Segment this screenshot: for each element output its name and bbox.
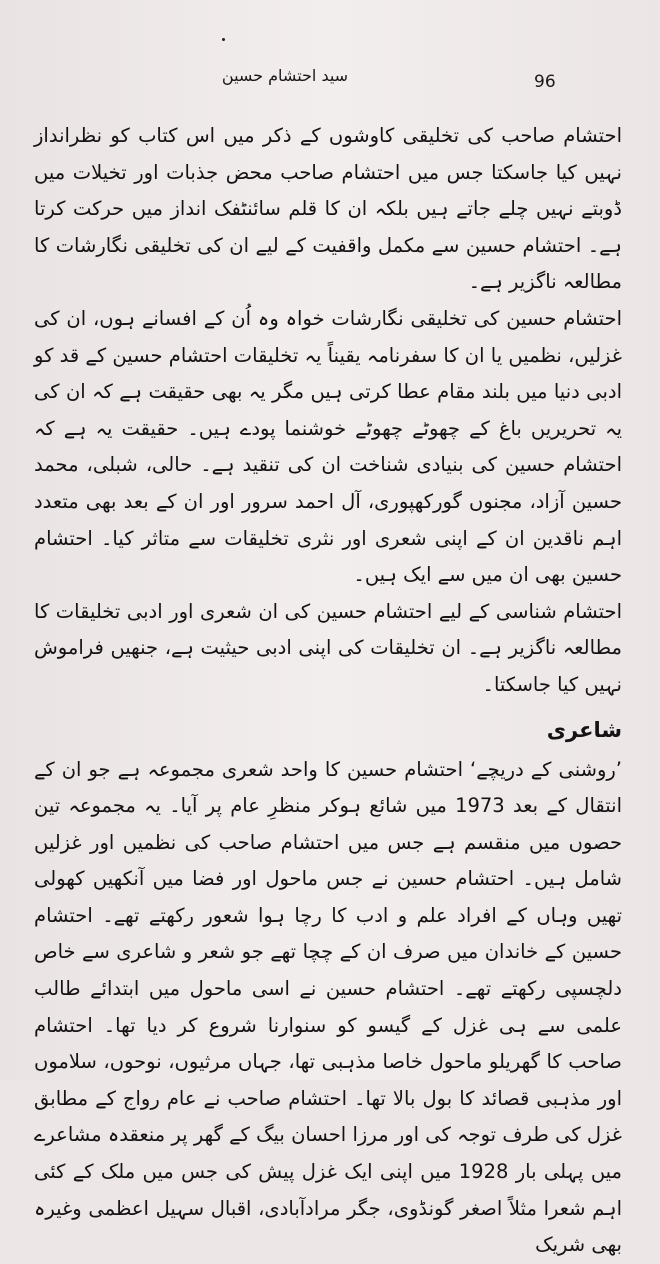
page-body [34,118,622,1264]
page-number: 96 [534,72,556,92]
section-heading-poetry: شاعری [546,717,622,742]
paragraph-2: احتشام حسین کی تخلیقی نگارشات خواہ وہ اُن کے افسانے ہوں، ان کی غزلیں، نظمیں یا ان کا سفرنامہ یقیناً یہ تخلیقات احتشام حسین کے قد کو ادبی دنیا میں بلند مقام عطا کرتی ہیں مگر یہ بھی حقیقت ہے کہ ان کی یہ تحریریں باغ کے چھوٹے چھوٹے خوشنما پودے ہیں۔ حقیقت یہ ہے کہ احتشام حسین کی بنیادی شناخت ان کی تنقید ہے۔ حالی، شبلی، محمد حسین آزاد، مجنوں گورکھپوری، آل احمد سرور اور ان کے بعد بھی متعدد اہم ناقدین ان کے اپنی شعری اور نثری تخلیقات سے متاثر کیا۔ احتشام حسین بھی ان میں سے ایک ہیں۔ [34,306,622,587]
running-header-title: سید احتشام حسین [221,66,349,85]
paragraph-3: احتشام شناسی کے لیے احتشام حسین کی ان شعری اور ادبی تخلیقات کا مطالعہ ناگزیر ہے۔ ان تخلیقات کی اپنی ادبی حیثیت ہے، جنھیں فراموش نہیں کیا جاسکتا۔ [34,599,622,696]
paragraph-1: احتشام صاحب کی تخلیقی کاوشوں کے ذکر میں اس کتاب کو نظرانداز نہیں کیا جاسکتا جس میں احتشام صاحب محض جذبات اور تخیلات میں ڈوبتے نہیں چلے جاتے ہیں بلکہ ان کا قلم سائنٹفک انداز میں حرکت کرتا ہے۔ احتشام حسین سے مکمل واقفیت کے لیے ان کی تخلیقی نگارشات کا مطالعہ ناگزیر ہے۔ [34,124,622,294]
section-paragraph-1: ’روشنی کے دریچے‘ احتشام حسین کا واحد شعری مجموعہ ہے جو ان کے انتقال کے بعد 1973 میں شائع ہوکر منظرِ عام پر آیا۔ یہ مجموعہ تین حصوں میں منقسم ہے جس میں احتشام صاحب کی نظمیں اور غزلیں شامل ہیں۔ احتشام حسین نے جس ماحول اور فضا میں آنکھیں کھولی تھیں وہاں کے افراد علم و ادب کا رچا ہوا شعور رکھتے تھے۔ احتشام حسین کے خاندان میں صرف ان کے چچا تھے جو شعر و شاعری سے خاص دلچسپی رکھتے تھے۔ احتشام حسین نے اسی ماحول میں ابتدائے طالب علمی سے ہی غزل کے گیسو کو سنوارنا شروع کر دیا تھا۔ احتشام صاحب کا گھریلو ماحول خاصا مذہبی تھا، جہاں مرثیوں، نوحوں، سلاموں اور مذہبی قصائد کا بول بالا تھا۔ احتشام صاحب نے عام رواج کے مطابق غزل کی طرف توجہ کی اور مرزا احسان بیگ کے گھر پر منعقدہ مشاعرے میں پہلی بار 1928 میں اپنی ایک غزل پیش کی جس میں ملک کے کئی اہم شعرا مثلاً اصغر گونڈوی، جگر مرادآبادی، اقبال سہیل اعظمی وغیرہ بھی شریک [34,757,623,1257]
ink-speck [222,38,225,41]
